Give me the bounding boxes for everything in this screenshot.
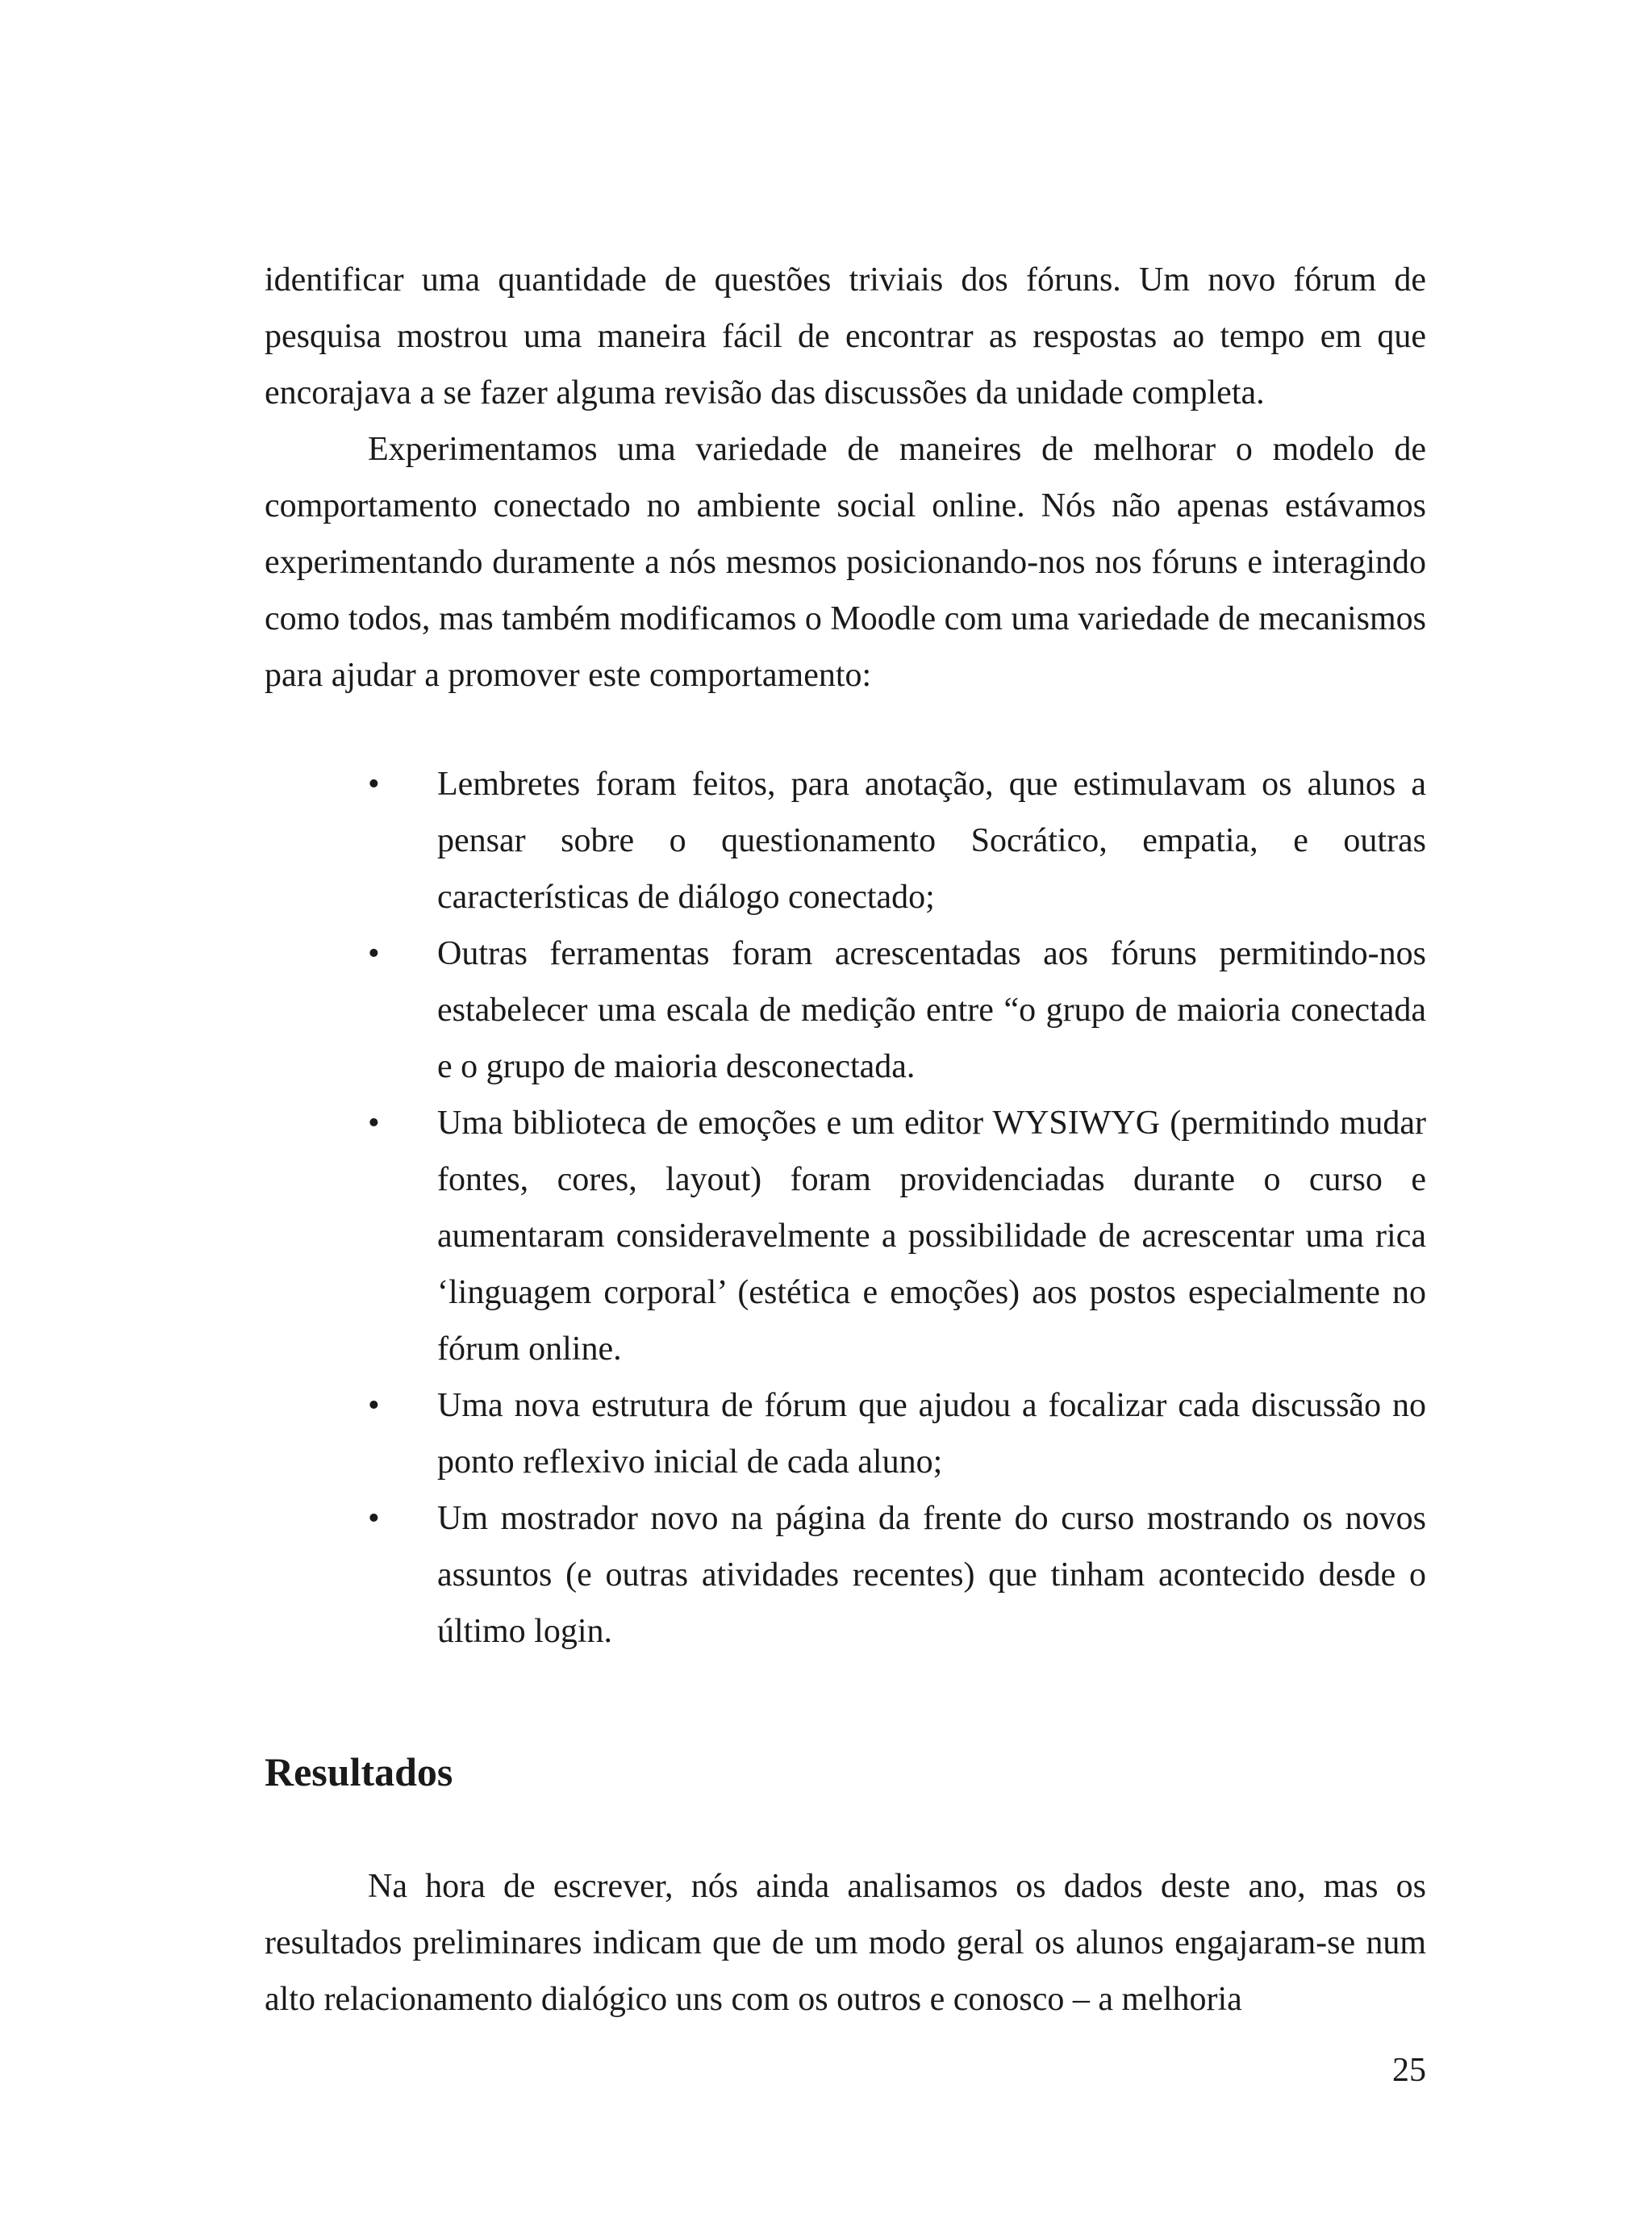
page-number: 25	[1392, 2052, 1426, 2089]
bullet-item-new-display	[265, 1490, 1426, 1660]
paragraph-experiments: Experimentamos uma variedade de maneires de melhorar o modelo de comportamento conectado no ambiente social online. Nós não apenas estávamos experimentando duramente a nós mesmos posicionando-nos nos fóruns e interagindo como todos, mas também modificamos o Moodle com uma variedade de mecanismos para ajudar a promover este comportamento:	[265, 431, 1426, 694]
bullet-icon: •	[368, 935, 380, 972]
bullet-text: Outras ferramentas foram acrescentadas aos fóruns permitindo-nos estabelecer uma escala de medição entre “o grupo de maioria conectada e o grupo de maioria desconectada.	[437, 935, 1426, 1085]
bullet-icon: •	[368, 1387, 380, 1424]
bullet-icon: •	[368, 766, 380, 803]
bullet-text: Uma nova estrutura de fórum que ajudou a focalizar cada discussão no ponto reflexivo inicial de cada aluno;	[437, 1387, 1426, 1481]
section-heading: Resultados	[265, 1749, 453, 1794]
bullet-icon: •	[368, 1500, 380, 1537]
bullet-item-forum-structure	[265, 1377, 1426, 1490]
paragraph-results: Na hora de escrever, nós ainda analisamos os dados deste ano, mas os resultados preliminares indicam que de um modo geral os alunos engajaram-se num alto relacionamento dialógico uns com os outros e conosco – a melhoria	[265, 1868, 1426, 2018]
bullet-item-reminders	[265, 756, 1426, 925]
bullet-text: Uma biblioteca de emoções e um editor WYSIWYG (permitindo mudar fontes, cores, layout) foram providenciadas durante o curso e aumentaram consideravelmente a possibilidade de acrescentar uma rica ‘linguagem corporal’ (estética e emoções) aos postos especialmente no fórum online.	[437, 1105, 1426, 1368]
paragraph-continuation: identificar uma quantidade de questões triviais dos fóruns. Um novo fórum de pesquisa mostrou uma maneira fácil de encontrar as respostas ao tempo em que encorajava a se fazer alguma revisão das discussões da unidade completa.	[265, 261, 1426, 411]
bullet-item-tools	[265, 925, 1426, 1095]
bullet-text: Lembretes foram feitos, para anotação, que estimulavam os alunos a pensar sobre o questionamento Socrático, empatia, e outras características de diálogo conectado;	[437, 766, 1426, 916]
bullet-text: Um mostrador novo na página da frente do curso mostrando os novos assuntos (e outras atividades recentes) que tinham acontecido desde o último login.	[437, 1500, 1426, 1650]
bullet-item-emotions-library	[265, 1095, 1426, 1377]
mechanisms-bullet-list	[265, 756, 1426, 1660]
bullet-icon: •	[368, 1105, 380, 1142]
